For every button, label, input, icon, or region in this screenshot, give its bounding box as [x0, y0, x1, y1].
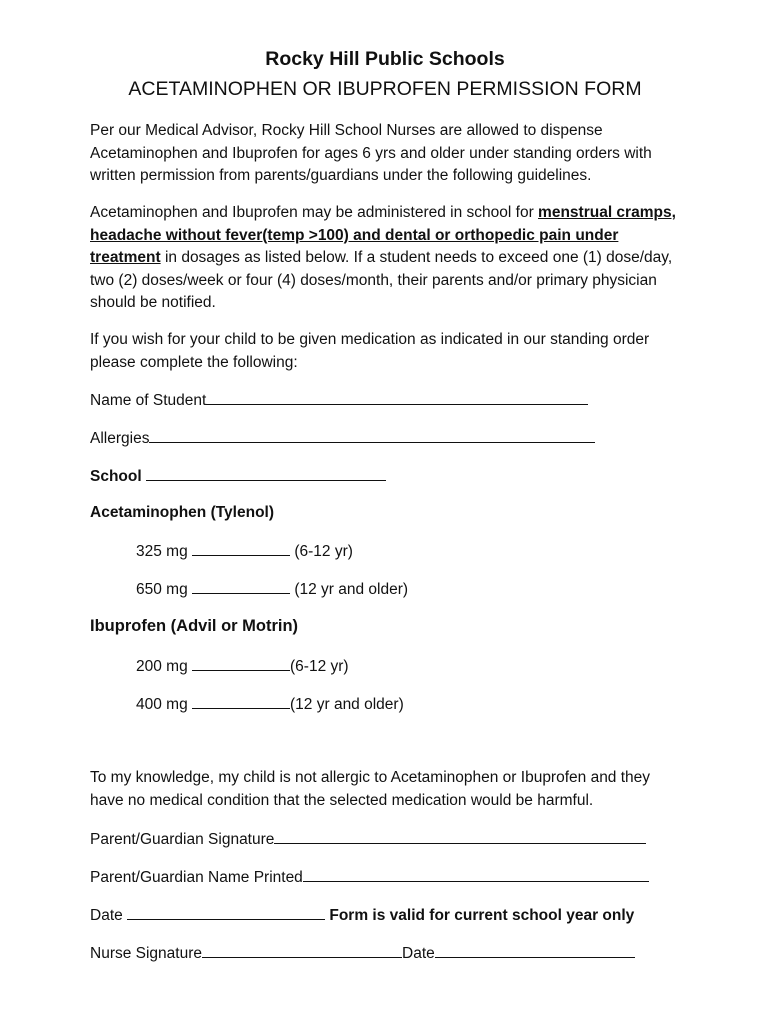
dose-age-range: (12 yr and older): [290, 696, 404, 713]
student-name-row: [90, 390, 588, 410]
acetaminophen-heading: Acetaminophen (Tylenol): [90, 504, 275, 521]
dose-label: 650 mg: [136, 581, 193, 598]
school-name: Rocky Hill Public Schools: [265, 48, 505, 70]
dose-650-field[interactable]: [192, 579, 290, 594]
dose-label: 200 mg: [136, 658, 193, 675]
dose-325-field[interactable]: [192, 541, 290, 556]
dose-row: [136, 579, 408, 599]
allergies-field[interactable]: [149, 428, 595, 443]
guidelines-rest: in dosages as listed below. If a student needs to exceed one (1) dose/day, two (2) doses/week or four (4) doses/month, their parents and/or primary physician should be notified.: [90, 249, 673, 311]
school-row: [90, 466, 386, 486]
allergies-label: Allergies: [90, 430, 150, 447]
date-row: [90, 905, 634, 925]
parent-signature-label: Parent/Guardian Signature: [90, 831, 275, 848]
student-name-label: Name of Student: [90, 392, 207, 409]
nurse-date-field[interactable]: [435, 943, 635, 958]
dose-row: [136, 694, 404, 714]
parent-name-row: [90, 867, 649, 887]
date-field[interactable]: [127, 905, 325, 920]
date-label: Date: [90, 907, 128, 924]
form-title: ACETAMINOPHEN OR IBUPROFEN PERMISSION FORM: [128, 78, 642, 100]
guidelines-conditions: menstrual cramps, headache without fever(temp >100) and dental or orthopedic pain under treatment: [90, 204, 676, 266]
parent-signature-field[interactable]: [274, 829, 646, 844]
nurse-signature-field[interactable]: [202, 943, 402, 958]
dose-row: [136, 541, 353, 561]
nurse-date-label: Date: [402, 945, 435, 962]
student-name-field[interactable]: [206, 390, 588, 405]
dose-label: 400 mg: [136, 696, 193, 713]
dose-400-field[interactable]: [192, 694, 290, 709]
nurse-signature-row: [90, 943, 635, 963]
instructions-paragraph: If you wish for your child to be given medication as indicated in our standing order please complete the following:: [90, 331, 650, 371]
dose-row: [136, 656, 349, 676]
nurse-signature-label: Nurse Signature: [90, 945, 203, 962]
guidelines-lead: Acetaminophen and Ibuprofen may be administered in school for: [90, 204, 539, 221]
dose-age-range: (6-12 yr): [290, 658, 349, 675]
ibuprofen-heading: Ibuprofen (Advil or Motrin): [90, 617, 299, 635]
school-field[interactable]: [146, 466, 386, 481]
parent-signature-row: [90, 829, 646, 849]
parent-name-field[interactable]: [303, 867, 649, 882]
allergies-row: [90, 428, 595, 448]
school-label: School: [90, 468, 146, 485]
guidelines-paragraph: [90, 202, 680, 315]
dose-label: 325 mg: [136, 543, 193, 560]
parent-name-label: Parent/Guardian Name Printed: [90, 869, 303, 886]
allergy-statement: To my knowledge, my child is not allergic to Acetaminophen or Ibuprofen and they have no medical condition that the selected medication would be harmful.: [90, 769, 651, 809]
dose-200-field[interactable]: [192, 656, 290, 671]
dose-age-range: (12 yr and older): [290, 581, 409, 598]
dose-age-range: (6-12 yr): [290, 543, 353, 560]
intro-paragraph: Per our Medical Advisor, Rocky Hill School Nurses are allowed to dispense Acetaminophen and Ibuprofen for ages 6 yrs and older under standing orders with written permission from parents/guardians under the following guidelines.: [90, 122, 652, 184]
validity-note: Form is valid for current school year only: [325, 907, 635, 924]
